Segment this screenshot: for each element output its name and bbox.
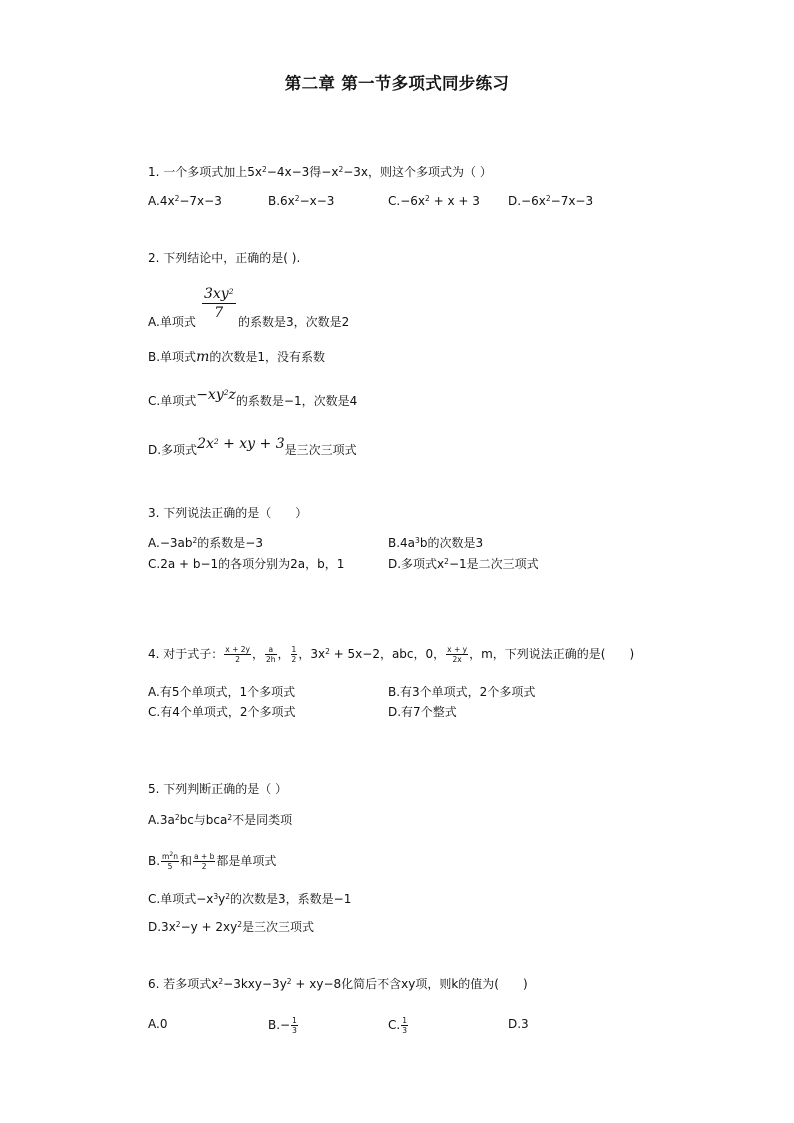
question-3-option-d: D.多项式$x^2-1$是二次三项式: [388, 556, 539, 571]
fraction-1: $\frac{x + 2y}{2}$: [225, 645, 250, 664]
question-5-option-d: $D.3x^2-y + 2xy^2$是三次三项式: [148, 919, 315, 934]
fraction-a-plus-b-over-2: $\frac{a + b}{2}$: [193, 852, 215, 871]
question-1-option-b: $B.6x^2-x-3$: [268, 193, 335, 208]
question-4-option-b: B.有3个单项式，2个多项式: [388, 685, 536, 699]
question-1-option-d: $D.-6x^2-7x-3$: [508, 193, 594, 208]
question-1-option-c: $C.-6x^2 + x + 3$: [388, 193, 480, 208]
question-6-option-c: C. $\frac{1}{3}$: [388, 1016, 407, 1035]
question-5-option-c: C.单项式$-x^3y^2$的次数是3，系数是−1: [148, 891, 352, 906]
question-2-option-b: B.单项式m的次数是1，没有系数: [148, 349, 325, 365]
question-2-option-a-prefix: A.单项式: [148, 315, 196, 329]
question-3-option-b: $B.4a^3b$的次数是3: [388, 535, 484, 550]
fraction-4: $\frac{x + y}{2x}$: [447, 645, 468, 664]
question-4-option-a: A.有5个单项式，1个多项式: [148, 685, 296, 699]
question-2-option-c: C.单项式$-xy^2z$的系数是−1，次数是4: [148, 387, 358, 408]
fraction-one-third: $\frac{1}{3}$: [292, 1016, 297, 1035]
question-4-option-d: D.有7个整式: [388, 705, 457, 719]
question-6-stem: 6. 若多项式$x^2-3kxy-3y^2 + xy-8$化简后不含xy项，则k的值为( ): [148, 976, 528, 991]
question-2-option-a-fraction: $\frac{3xy^2}{7}$: [204, 286, 234, 321]
question-2-option-d: D.多项式$2x^2$ + xy + 3是三次三项式: [148, 436, 357, 457]
page-title: 第二章 第一节多项式同步练习: [284, 74, 510, 93]
fraction-one-third: $\frac{1}{3}$: [402, 1016, 407, 1035]
question-1-option-a: $A.4x^2-7x-3$: [148, 193, 222, 208]
question-6-option-d: D.3: [508, 1017, 529, 1031]
question-6-option-b: B.− $\frac{1}{3}$: [268, 1016, 297, 1035]
fraction-2: $\frac{a}{2h}$: [265, 645, 276, 664]
fraction-m2n-over-5: $\frac{m^2n}{5}$: [162, 851, 178, 871]
question-3-option-a: $A.-3ab^2$的系数是−3: [148, 535, 263, 550]
question-2-option-a-suffix: 的系数是3，次数是2: [238, 315, 350, 329]
question-5-option-b: B. $\frac{m^2n}{5}$ 和 $\frac{a + b}{2}$ 都是单项式: [148, 851, 277, 871]
question-4-option-c: C.有4个单项式，2个多项式: [148, 705, 296, 719]
question-4-stem: 4. 对于式子： $\frac{x + 2y}{2}$ ， $\frac{a}{2h}$ ， $\frac{1}{2}$ ，$3x^2 + 5x-2$，abc，0， $\frac{x + y}{2x}$ ，m，下列说法正确的是( ): [148, 645, 635, 664]
question-6-option-a: A.0: [148, 1017, 168, 1031]
question-5-option-a: $A.3a^2bc$与bca$^2$不是同类项: [148, 812, 293, 827]
question-2-stem: 2. 下列结论中，正确的是( ).: [148, 251, 301, 265]
question-1-stem: 1. 一个多项式加上$5x^2-4x-3$得$-x^2-3x$，则这个多项式为（ ）: [148, 164, 492, 179]
question-5-stem: 5. 下列判断正确的是（ ）: [148, 782, 288, 796]
question-3-stem: 3. 下列说法正确的是（ ）: [148, 506, 308, 520]
question-3-option-c: C.2a + b−1的各项分别为2a，b，1: [148, 557, 345, 571]
fraction-3: $\frac{1}{2}$: [291, 645, 297, 664]
